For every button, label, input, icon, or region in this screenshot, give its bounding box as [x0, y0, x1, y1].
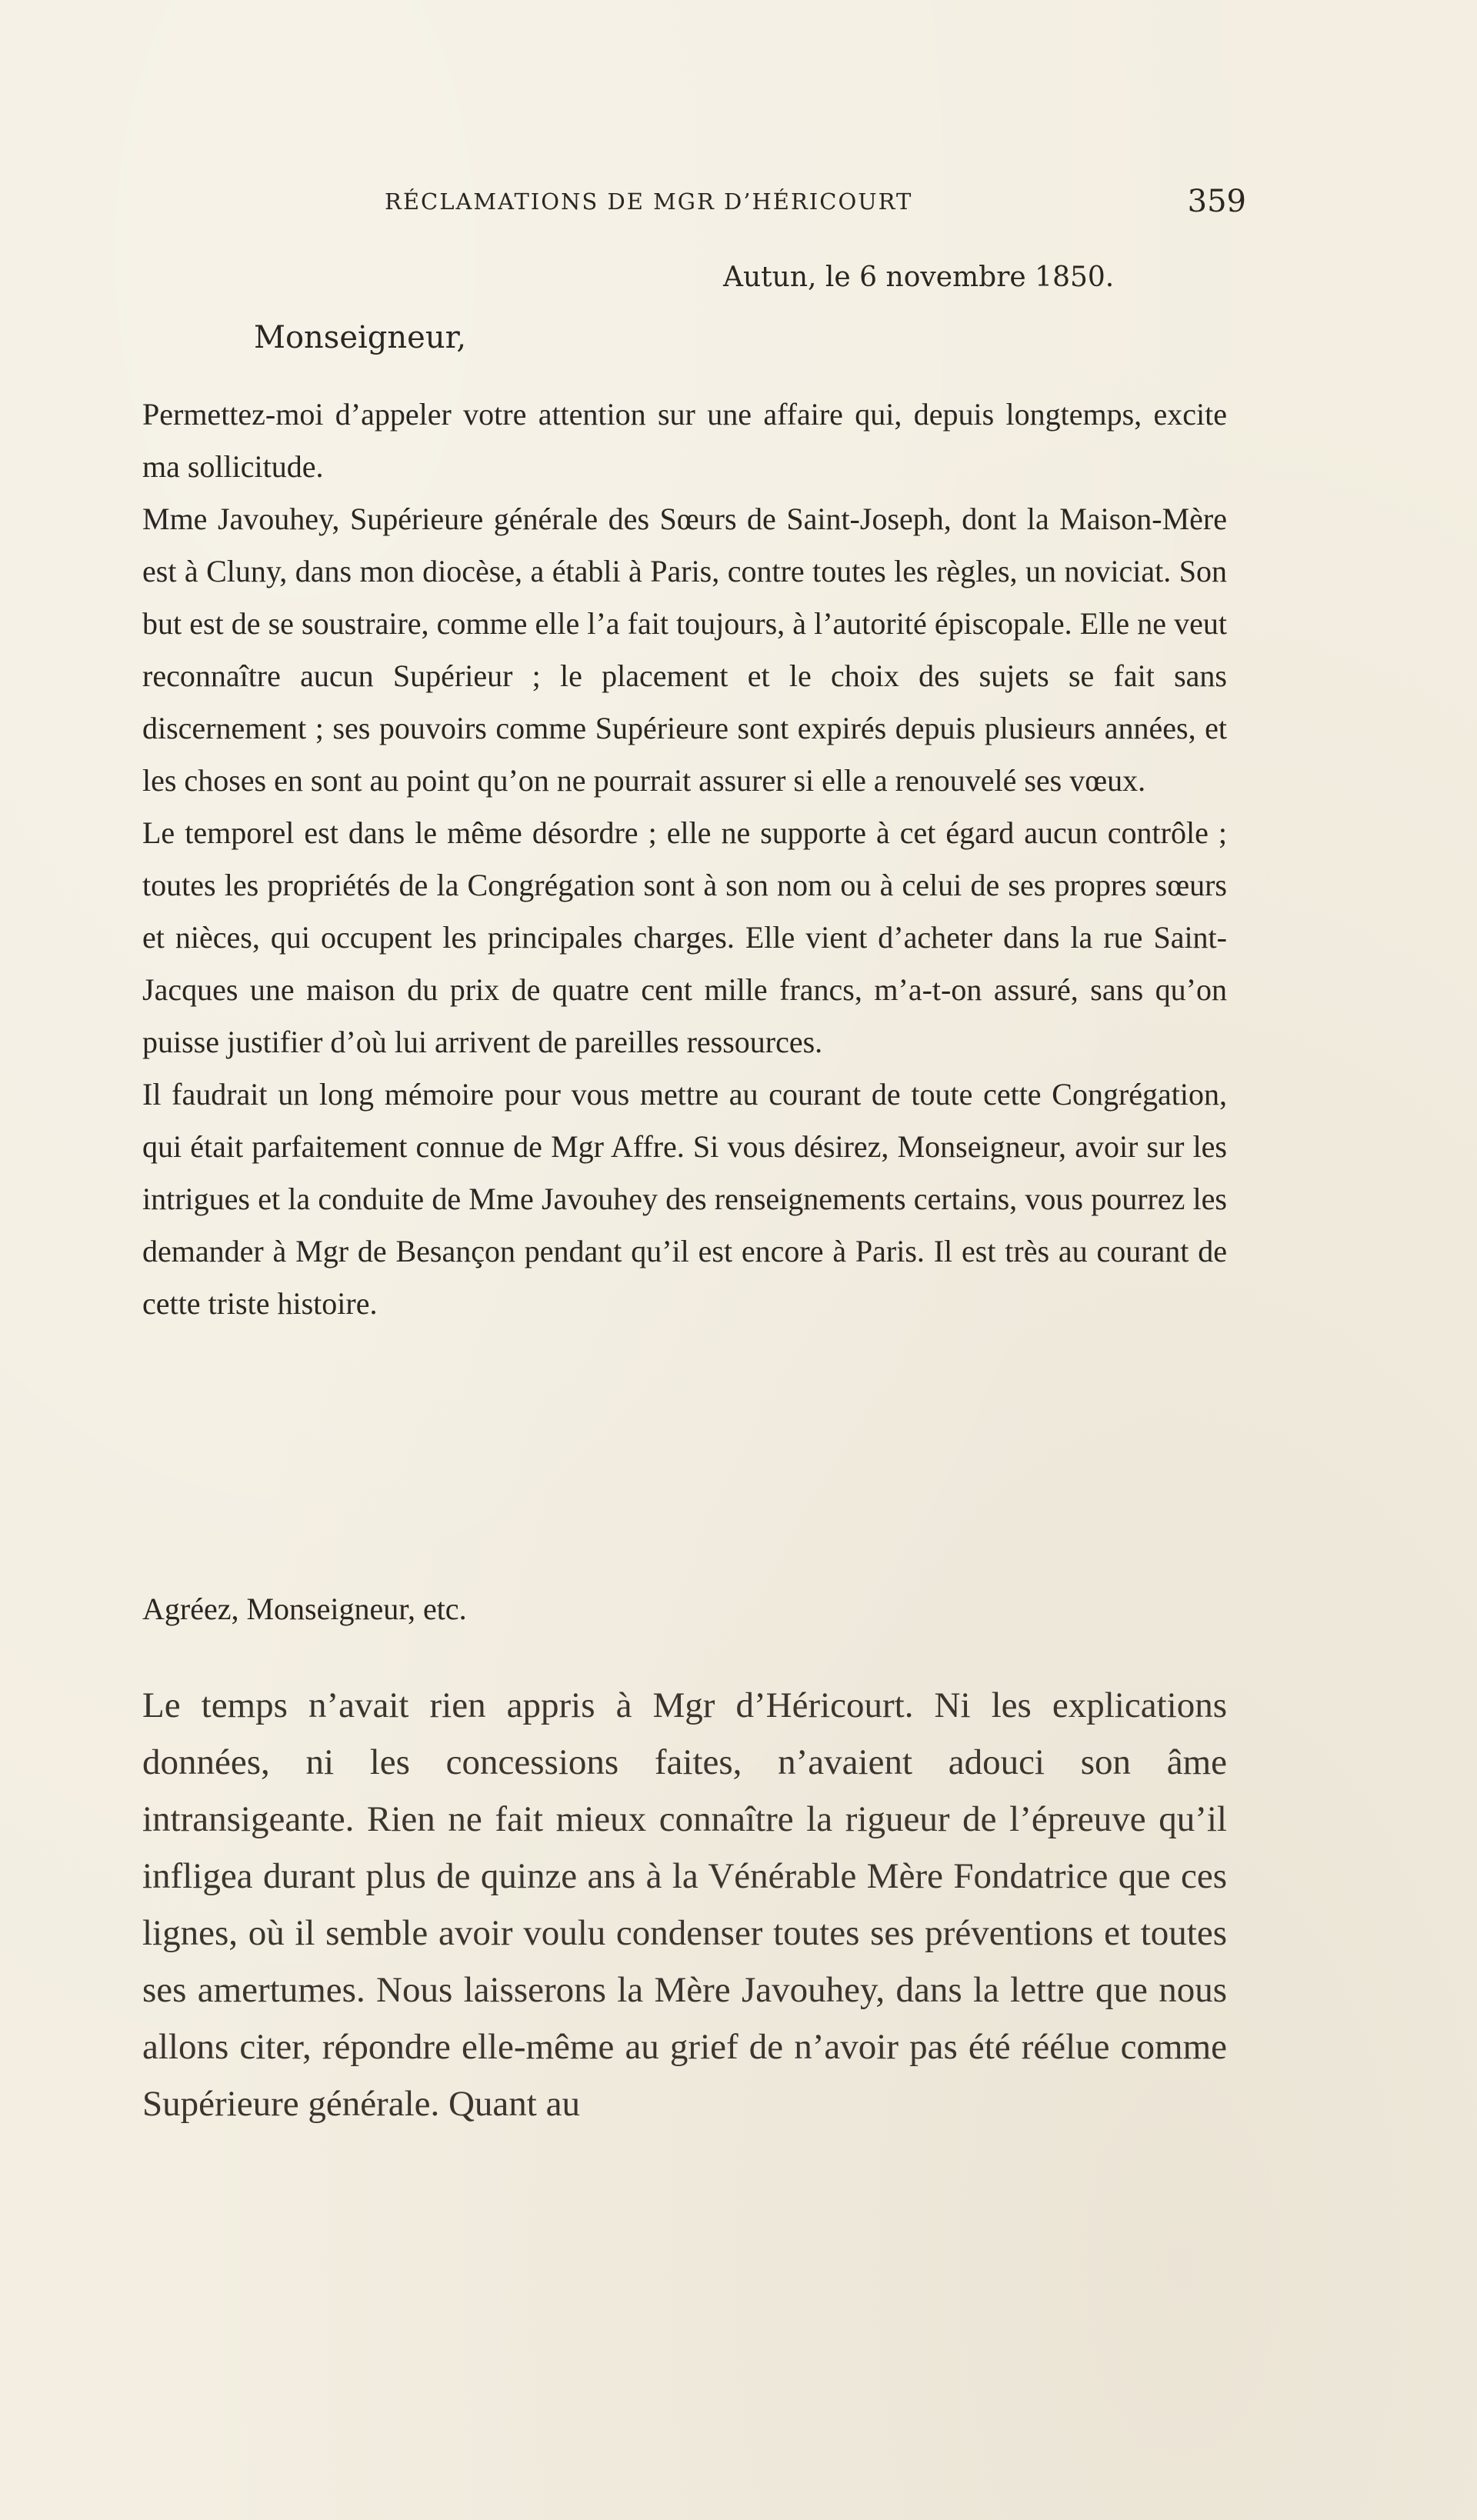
letter-paragraph: Mme Javouhey, Supérieure générale des Sœurs de Saint-Joseph, dont la Maison-Mère est à Cluny, dans mon diocèse, a établi à Paris, contre toutes les règles, un noviciat. Son but est de se soustraire, comme elle l’a fait toujours, à l’autorité épiscopale. Elle ne veut reconnaître aucun Supérieur ; le placement et le choix des sujets se fait sans discernement ; ses pouvoirs comme Supérieure sont expirés depuis plusieurs années, et les choses en sont au point qu’on ne pourrait assurer si elle a renouvelé ses vœux.	[142, 502, 1227, 798]
running-head	[385, 184, 1246, 219]
letter-paragraph: Le temporel est dans le même désordre ; elle ne supporte à cet égard aucun contrôle ; toutes les propriétés de la Congrégation sont à son nom ou à celui de ses propres sœurs et nièces, qui occupent les principales charges. Elle vient d’acheter dans la rue Saint-Jacques une maison du prix de quatre cent mille francs, m’a-t-on assuré, sans qu’on puisse justifier d’où lui arrivent de pareilles ressources.	[142, 815, 1227, 1059]
page-number: 359	[1187, 184, 1246, 219]
letter-dateline: Autun, le 6 novembre 1850.	[723, 262, 1115, 293]
letter-body	[142, 388, 1227, 1330]
narrative-paragraph: Le temps n’avait rien appris à Mgr d’Héricourt. Ni les explications données, ni les concessions faites, n’avaient adouci son âme intransigeante. Rien ne fait mieux connaître la rigueur de l’épreuve qu’il infligea durant plus de quinze ans à la Vénérable Mère Fondatrice que ces lignes, où il semble avoir voulu condenser toutes ses préventions et toutes ses amertumes. Nous laisserons la Mère Javouhey, dans la lettre que nous allons citer, répondre elle-même au grief de n’avoir pas été réélue comme Supérieure générale. Quant au	[142, 1685, 1227, 2124]
running-title: RÉCLAMATIONS DE MGR D’HÉRICOURT	[385, 188, 913, 215]
narrative-text	[142, 1677, 1227, 2132]
letter-paragraph: Il faudrait un long mémoire pour vous mettre au courant de toute cette Congrégation, qui était parfaitement connue de Mgr Affre. Si vous désirez, Monseigneur, avoir sur les intrigues et la conduite de Mme Javouhey des renseignements certains, vous pourrez les demander à Mgr de Besançon pendant qu’il est encore à Paris. Il est très au courant de cette triste histoire.	[142, 1077, 1227, 1321]
letter-paragraph: Permettez-moi d’appeler votre attention sur une affaire qui, depuis longtemps, excite ma sollicitude.	[142, 397, 1227, 484]
letter-closing: Agréez, Monseigneur, etc.	[142, 1592, 467, 1626]
letter-salutation: Monseigneur,	[254, 320, 467, 355]
